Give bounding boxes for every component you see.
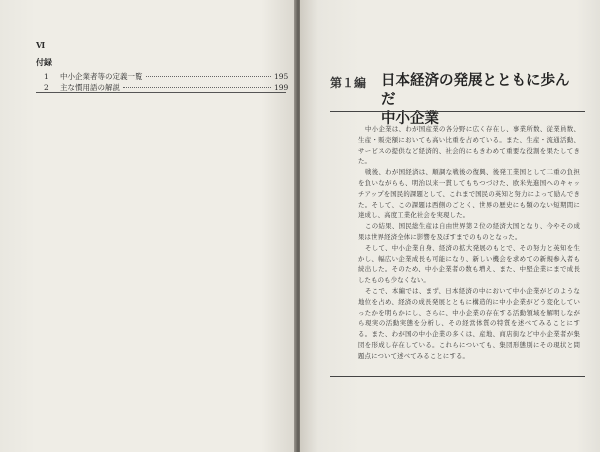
paragraph: 戦後、わが国経済は、順調な戦後の復興、後発工業国として二重の負担を負いながらも、明治以来一貫してもちつづけた、欧米先進国へのキャッチアップを国民的課題として、これまで国民の英知と努力によって励んできた。そして、この課題は西側のごとく、世界の歴史にも類のない短期間に達成し、高度工業化社会を実現した。 bbox=[358, 168, 580, 220]
toc-number: 2 bbox=[44, 83, 49, 92]
toc-number: 1 bbox=[44, 72, 49, 81]
toc-page: 199 bbox=[274, 83, 289, 92]
toc-leader-dots bbox=[146, 76, 272, 77]
page-number: Ⅵ bbox=[36, 40, 46, 50]
paragraph: そこで、本編では、まず、日本経済の中において中小企業がどのような地位を占め、経済の成長発展とともに構造的に中小企業がどう変化していったかを明らかにし、さらに、中小企業の存在する活動領域を解明しながら現実の活動実態を分析し、その経営体質の特質を述べてみることにする。また、わが国の中小企業の多くは、産地、商店街など中小企業者が集団を形成し存在している。これらについても、集団形態別にその現状と問題点について述べてみることにする。 bbox=[358, 286, 580, 360]
part-label: 第１編 bbox=[330, 76, 367, 90]
section-rule-bottom bbox=[330, 376, 585, 377]
appendix-heading: 付録 bbox=[36, 57, 52, 67]
part-title-line: 中小企業 bbox=[381, 110, 439, 127]
part-title-line: 日本経済の発展とともに歩んだ bbox=[381, 72, 570, 108]
toc-leader-dots bbox=[123, 87, 271, 88]
toc-title: 中小企業者等の定義一覧 bbox=[60, 72, 143, 81]
toc-divider bbox=[36, 92, 286, 93]
paragraph: この結果、国民総生産は自由世界第２位の経済大国となり、今やその成果は世界経済全体に影響を及ぼすまでのものとなった。 bbox=[358, 222, 580, 241]
part-title bbox=[381, 71, 581, 128]
paragraph: そして、中小企業自身、経済の拡大発展のもとで、その努力と英知を生かし、幅広い企業成長も可能になり、新しい機会を求めての新規参入者も続出した。そのため、中小企業者の数も増え、また、中堅企業にまで成長したものも少なくない。 bbox=[358, 243, 580, 285]
section-rule-top bbox=[330, 111, 585, 112]
intro-text bbox=[358, 124, 580, 362]
toc-page: 195 bbox=[274, 72, 289, 81]
left-page bbox=[0, 0, 297, 452]
toc-title: 主な慣用語の解説 bbox=[60, 83, 120, 92]
toc-entry bbox=[44, 71, 288, 82]
paragraph: 中小企業は、わが国産業の各分野に広く存在し、事業所数、従業員数、生産・販売額においても高い比重を占めている。また、生産・流通活動、サービスの提供など経済的、社会的にもきわめて重要な役割を果たしてきた。 bbox=[358, 125, 580, 166]
